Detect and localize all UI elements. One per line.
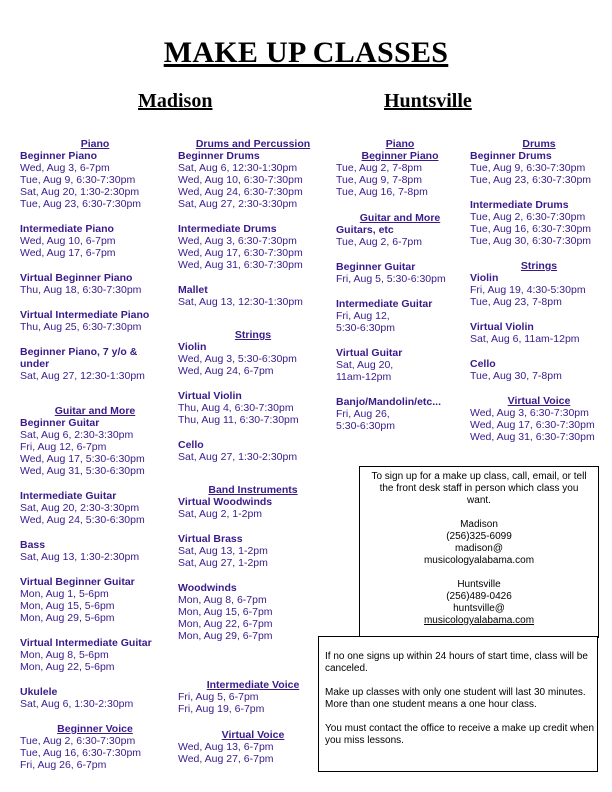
class-time: Tue, Aug 9, 6:30-7:30pm [20,174,136,186]
class-name: Virtual Violin [178,390,242,402]
class-time: Wed, Aug 3, 6:30-7:30pm [178,235,297,247]
class-time: Thu, Aug 25, 6:30-7:30pm [20,321,142,333]
section-heading-virtual-voice: Virtual Voice [221,729,285,741]
class-block [20,223,170,259]
class-time: Sat, Aug 6, 11am-12pm [470,333,580,345]
class-block [178,496,328,520]
time-list [336,162,464,198]
class-time: Sat, Aug 6, 12:30-1:30pm [178,162,298,174]
class-time: Wed, Aug 17, 6:30-7:30pm [470,419,595,431]
section-heading-drums: Drums and Percussion [195,138,311,150]
class-name: Intermediate Piano [20,223,114,235]
class-block [336,347,464,383]
class-block [470,199,608,247]
class-time: Fri, Aug 26, 6-7pm [20,759,107,771]
class-name: Bass [20,539,46,551]
class-time: Tue, Aug 23, 6:30-7:30pm [470,174,592,186]
class-name: Intermediate Drums [470,199,569,211]
class-time: Tue, Aug 2, 6:30-7:30pm [470,211,586,223]
class-block [178,533,328,569]
class-name: Beginner Piano [20,150,98,162]
class-time: Wed, Aug 10, 6-7pm [20,235,116,247]
class-time: Fri, Aug 19, 4:30-5:30pm [470,284,586,296]
class-time: Mon, Aug 8, 5-6pm [20,649,109,661]
class-block [20,576,170,624]
huntsville-column-2 [470,138,608,443]
class-time: Thu, Aug 18, 6:30-7:30pm [20,284,142,296]
class-name: Mallet [178,284,208,296]
class-time: Wed, Aug 3, 6-7pm [20,162,110,174]
huntsville-email-user[interactable]: huntsville@ [453,603,505,614]
class-time: Wed, Aug 24, 6:30-7:30pm [178,186,303,198]
huntsville-phone[interactable]: (256)489-0426 [446,591,512,602]
class-block [336,261,464,285]
class-name: Ukulele [20,686,58,698]
class-time: 11am-12pm [336,371,392,383]
class-time: Sat, Aug 6, 2:30-3:30pm [20,429,134,441]
class-name: Virtual Violin [470,321,534,333]
class-time: Sat, Aug 27, 2:30-3:30pm [178,198,298,210]
class-time: Fri, Aug 19, 6-7pm [178,703,265,715]
page-title: MAKE UP CLASSES [163,36,449,69]
class-block [20,150,170,210]
policy-duration: Make up classes with only one student will last 30 minutes. More than one student means a one hour class. [325,687,586,710]
class-block [336,224,464,248]
class-time: Sat, Aug 20, 1:30-2:30pm [20,186,140,198]
section-heading-strings: Strings [234,329,272,341]
madison-column-1 [20,138,170,771]
class-name: Virtual Brass [178,533,243,545]
class-time: Sat, Aug 27, 1:30-2:30pm [178,451,298,463]
class-time: Tue, Aug 2, 7-8pm [336,162,422,174]
class-time: Fri, Aug 12, 6-7pm [20,441,107,453]
policy-credit: You must contact the office to receive a make up credit when you miss lessons. [325,723,595,746]
section-heading-piano: Piano [80,138,110,150]
class-time: Tue, Aug 9, 7-8pm [336,174,422,186]
class-block [20,686,170,710]
class-name: Beginner Guitar [20,417,100,429]
class-block [178,582,328,642]
class-name: Beginner Guitar [336,261,416,273]
signup-intro: To sign up for a make up class, call, email, or tell the front desk staff in person which class you want. [371,471,587,506]
class-block [178,150,328,210]
class-time: Mon, Aug 1, 5-6pm [20,588,109,600]
policy-cancel: If no one signs up within 24 hours of start time, class will be canceled. [325,651,588,674]
class-time: Wed, Aug 24, 5:30-6:30pm [20,514,145,526]
class-block [178,341,328,377]
class-time: Wed, Aug 31, 6:30-7:30pm [470,431,595,443]
huntsville-contact-name: Huntsville [457,579,501,590]
madison-email-user[interactable]: madison@ [455,543,503,554]
class-block [178,439,328,463]
class-name: Virtual Guitar [336,347,403,359]
class-time: Sat, Aug 27, 12:30-1:30pm [20,370,145,382]
class-time: Wed, Aug 31, 6:30-7:30pm [178,259,303,271]
class-time: Thu, Aug 11, 6:30-7:30pm [178,414,299,426]
class-time: Mon, Aug 22, 6-7pm [178,618,273,630]
class-block [20,272,170,296]
class-time: 5:30-6:30pm [336,420,395,432]
class-block [470,272,608,308]
class-block [20,309,170,333]
section-heading-piano-huntsville: Piano [385,138,415,150]
class-name: Cello [470,358,496,370]
class-time: Sat, Aug 13, 1:30-2:30pm [20,551,140,563]
section-heading-strings-huntsville: Strings [520,260,558,272]
class-block [336,298,464,334]
class-block [20,417,170,477]
class-time: Fri, Aug 5, 6-7pm [178,691,259,703]
class-time: Wed, Aug 3, 6:30-7:30pm [470,407,589,419]
class-time: Sat, Aug 6, 1:30-2:30pm [20,698,134,710]
class-time: Wed, Aug 17, 6:30-7:30pm [178,247,303,259]
class-time: Wed, Aug 3, 5:30-6:30pm [178,353,297,365]
class-time: Mon, Aug 29, 5-6pm [20,612,115,624]
class-time: Wed, Aug 27, 6-7pm [178,753,274,765]
class-time: Tue, Aug 16, 7-8pm [336,186,428,198]
class-time: Sat, Aug 20, [336,359,394,371]
class-block [470,358,608,382]
class-time: Wed, Aug 31, 5:30-6:30pm [20,465,145,477]
time-list [178,691,328,715]
class-name: Intermediate Guitar [20,490,117,502]
class-time: Tue, Aug 30, 6:30-7:30pm [470,235,592,247]
class-name: Virtual Beginner Guitar [20,576,135,588]
class-block [20,637,170,673]
class-time: Wed, Aug 13, 6-7pm [178,741,274,753]
class-time: Mon, Aug 15, 5-6pm [20,600,115,612]
class-block [20,490,170,526]
class-time: Sat, Aug 13, 12:30-1:30pm [178,296,303,308]
class-name: Woodwinds [178,582,237,594]
class-name: Beginner Drums [470,150,552,162]
class-time: Wed, Aug 24, 6-7pm [178,365,274,377]
class-time: 5:30-6:30pm [336,322,395,334]
policy-box [318,636,598,772]
class-name: Virtual Intermediate Piano [20,309,150,321]
section-heading-guitar: Guitar and More [54,405,136,417]
class-time: Mon, Aug 22, 5-6pm [20,661,115,673]
class-time: Fri, Aug 12, [336,310,390,322]
section-heading-intermediate-voice: Intermediate Voice [206,679,300,691]
class-name: Virtual Woodwinds [178,496,273,508]
class-block [20,346,170,382]
class-time: Wed, Aug 10, 6:30-7:30pm [178,174,303,186]
class-time: Tue, Aug 16, 6:30-7:30pm [470,223,592,235]
class-name: Intermediate Guitar [336,298,433,310]
class-time: Tue, Aug 23, 6:30-7:30pm [20,198,142,210]
class-name: Banjo/Mandolin/etc... [336,396,442,408]
class-time: Sat, Aug 20, 2:30-3:30pm [20,502,140,514]
class-time: Fri, Aug 26, [336,408,390,420]
class-time: Mon, Aug 29, 6-7pm [178,630,273,642]
class-name: Intermediate Drums [178,223,277,235]
class-time: Sat, Aug 27, 1-2pm [178,557,268,569]
signup-info-box [359,466,599,638]
section-heading-virtual-voice-huntsville: Virtual Voice [507,395,571,407]
section-heading-band: Band Instruments [208,484,298,496]
section-heading-beginner-voice: Beginner Voice [57,723,133,735]
class-block [470,150,608,186]
class-name: Beginner Drums [178,150,260,162]
class-name-continued: under [20,358,50,370]
time-list [470,407,608,443]
class-time: Wed, Aug 17, 5:30-6:30pm [20,453,145,465]
huntsville-heading: Huntsville [384,90,472,112]
class-time: Fri, Aug 5, 5:30-6:30pm [336,273,446,285]
class-time: Tue, Aug 16, 6:30-7:30pm [20,747,142,759]
time-list [20,735,170,771]
class-name: Guitars, etc [336,224,394,236]
madison-heading: Madison [138,90,213,112]
time-list [178,741,328,765]
class-time: Tue, Aug 30, 7-8pm [470,370,562,382]
class-block [178,284,328,308]
class-name: Virtual Beginner Piano [20,272,133,284]
class-time: Thu, Aug 4, 6:30-7:30pm [178,402,294,414]
class-time: Tue, Aug 9, 6:30-7:30pm [470,162,586,174]
class-name: Violin [470,272,499,284]
madison-email-domain[interactable]: musicologyalabama.com [423,555,535,566]
subheading-beginner-piano: Beginner Piano [361,150,439,162]
class-block [178,223,328,271]
class-block [470,321,608,345]
section-heading-guitar-huntsville: Guitar and More [359,212,441,224]
class-name: Cello [178,439,204,451]
class-name: Virtual Intermediate Guitar [20,637,152,649]
class-name: Beginner Piano, 7 y/o & [20,346,138,358]
madison-column-2 [178,138,328,765]
class-time: Tue, Aug 23, 7-8pm [470,296,562,308]
class-time: Tue, Aug 2, 6-7pm [336,236,422,248]
huntsville-email-domain[interactable]: musicologyalabama.com [423,615,535,626]
class-block [20,539,170,563]
class-time: Tue, Aug 2, 6:30-7:30pm [20,735,136,747]
class-time: Mon, Aug 15, 6-7pm [178,606,273,618]
class-name: Violin [178,341,207,353]
class-time: Mon, Aug 8, 6-7pm [178,594,267,606]
madison-contact-name: Madison [460,519,498,530]
class-block [336,396,464,432]
section-heading-drums-huntsville: Drums [522,138,556,150]
huntsville-column-1 [336,138,464,445]
class-time: Wed, Aug 17, 6-7pm [20,247,116,259]
class-block [178,390,328,426]
madison-phone[interactable]: (256)325-6099 [446,531,512,542]
class-time: Sat, Aug 2, 1-2pm [178,508,263,520]
class-time: Sat, Aug 13, 1-2pm [178,545,268,557]
